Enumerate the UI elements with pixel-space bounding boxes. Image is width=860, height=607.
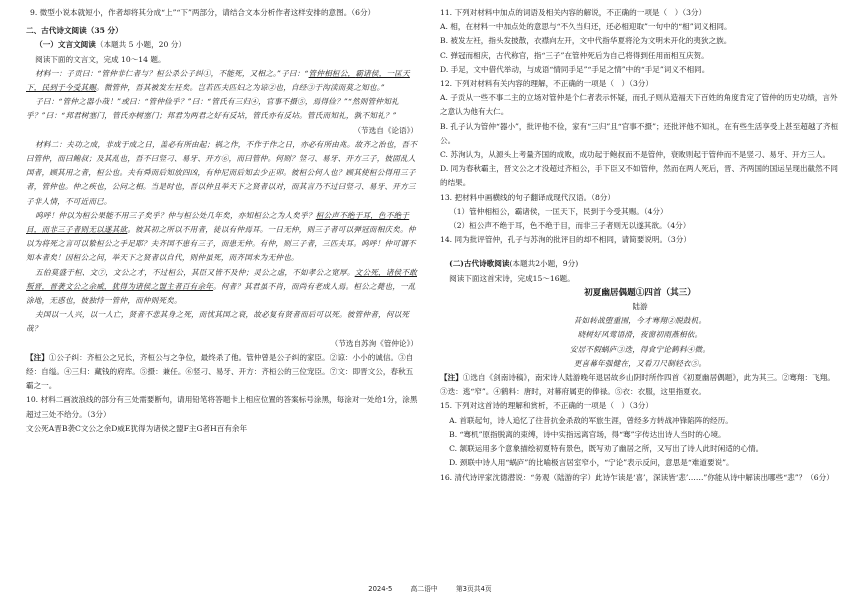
left-column: [26, 6, 418, 436]
source-guanzhonglun: （节选自苏洵《管仲论》）: [330, 338, 418, 348]
poem-title: 初夏幽居偶题①四首（其三）: [584, 287, 696, 298]
subsection-heading-prose: [26, 38, 418, 52]
material-two-paragraph-1: 材料二：夫功之成，非成于成之日，盖必有所由起；祸之作，不作于作之日，亦必有所由兆。故齐之治也，吾不曰管仲，而曰鲍叔；及其乱也，吾不曰竖刁、易牙、开方⑥，而曰管仲。何则？竖刁、易牙、开方三子，彼固乱人国者，顾其用之者，桓公也。夫有舜而后知放四凶，有仲尼而后知去少正卯。彼桓公何人也？顾其使桓公得用三子者，管仲也。仲之疾也，公问之相。当是时也，吾以仲且举天下之贤者以对，而其言乃不过曰竖刁、易牙、开方三子非人情，不可近而已。: [26, 139, 417, 206]
material-one-paragraph-2: 子曰：“管仲之器小哉！”或曰：“管仲俭乎？”曰：“管氏有三归④，官事不摄⑤，焉得俭？”“然则管仲知礼乎？”曰：“邦君树塞门，管氏亦树塞门；邦君为两君之好有反坫，管氏亦有反坫。管氏而知礼，孰不知礼？”: [26, 97, 399, 121]
poem-line: 晓树好风莺语滑，夜窗初雨燕相依。: [577, 330, 703, 340]
poem-line: 更喜幕年强健在，又看刀尺制轻衣⑤。: [573, 358, 707, 368]
subsection-heading-poetry: (二)古代诗歌阅读(本题共2小题，9分): [449, 259, 579, 269]
poem-author: 陆游: [632, 302, 648, 312]
underlined-sentence-1: 管仲相桓公，: [308, 68, 356, 78]
question-13-part-2: （2）桓公声不绝于耳，色不绝于目，而非三子者则无以遂其欲。（4分）: [449, 221, 691, 231]
subsection-label: （一）文言文阅读: [35, 40, 96, 50]
question-11: 11. 下列对材料中加点的词语及相关内容的解说，不正确的一项是（ ）（3分）: [440, 8, 707, 17]
footer-grade: 高二语中: [410, 585, 438, 593]
source-lunyu: （节选自《论语》）: [353, 125, 418, 135]
question-15-option-b: B. “骞机”原指脱离的束缚，诗中实指远离官场，得“骞”字传达出诗人当时的心境。: [449, 429, 726, 439]
question-15: 15. 下列对这首诗的理解和赏析，不正确的一项是（ ）（3分）: [440, 401, 653, 411]
question-11-option-b: B. 被发左衽，指头发披散，衣襟向左开，文中代指华夏将沦为文明未开化的夷狄之族。: [440, 36, 732, 46]
page-footer: [0, 583, 860, 593]
question-12-option-c: C. 苏洵认为，从源头上考量齐国的成败，成功起于鲍叔而不是管仲，衰败则起于管仲而不是竖刁、易牙、开方三人。: [440, 150, 831, 160]
material-two-paragraph-4: 夫国以一人兴，以一人亡，贤者不悲其身之死，而忧其国之衰，故必复有贤者而后可以死。彼管仲者，何以死哉？: [26, 310, 410, 334]
question-12-option-d: D. 同为春秋霸主，晋文公之才没超过齐桓公，手下臣又不如管仲，然而在两人死后，晋、齐两国的国运呈现出截然不同的结果。: [440, 164, 838, 188]
question-11-option-a: A. 相，在材料一中加点处的意思与“不久当归还，还必相迎取”一句中的“相”词义相同。: [440, 22, 732, 32]
question-11-option-c: C. 弹冠而相庆，古代称官，指“三子”在管仲死后为自己将得到任用而相互庆贺。: [440, 50, 709, 60]
question-15-option-c: C. 颔联运用多个意象描绘初夏特有景色，既写劝了幽居之所，又写出了诗人此时闲适的心情。: [449, 444, 764, 454]
question-12: 12. 下列对材料有关内容的理解，不正确的一项是（ ）（3分）: [440, 79, 653, 89]
question-10-text: 文公死A晋B袭C文公之余D威E犹得为诸侯之盟F主G者H百有余年: [26, 423, 248, 433]
poem-line: 昔如转战堕重围，今才骞翔②脱鼓机。: [573, 316, 707, 326]
section-heading-classical: 二、古代诗文阅读（35 分）: [26, 26, 123, 36]
subsection-note: （本题共 5 小题，20 分）: [95, 40, 186, 50]
material-two-paragraph-3: 五伯莫盛于桓、文⑦，文公之才，不过桓公，其臣又皆不及仲；灵公之虐，不如孝公之宽厚。文公死，诸侯不敢叛晋，晋袭文公之余威，犹得为诸侯之盟主者百有余年。何者？其君虽不肖，而尚有老成人焉。桓公之薨也，一乱涂地，无惑也，彼独恃一管仲，而仲则死矣。: [26, 267, 418, 306]
question-14: 14. 同为批评管仲，孔子与苏洵的批评目的却不相同，请简要说明。（3分）: [440, 235, 691, 245]
question-12-option-a: A. 子贡从一些不事二主的立场对管仲是个仁者表示怀疑，而孔子则从造福天下百姓的角度肯定了管仲的历史功绩，言外之意认为他有大仁。: [440, 93, 838, 117]
annotation-note: 【注】①公子纠：齐桓公之兄长，齐桓公与之争位，最终杀了他。管仲曾是公子纠的家臣。②谅：小小的诚信。③自经：自缢。④三归：藏钱的府库。⑤摄：兼任。⑥竖刁、易牙、开方：齐桓公的三位宠臣。⑦文：即晋文公，春秋五霸之一。: [26, 352, 414, 391]
question-15-option-a: A. 首联起句，诗人追忆了往昔抗金杀敌的军旅生涯，曾经多方转战冲锋陷阵的经历。: [449, 415, 733, 425]
wavy-sentence: 文公死，诸侯不敢叛晋，晋袭文公之余威，犹得为诸侯之盟主者百有余年: [26, 267, 418, 291]
underlined-sentence-1-cont: 霸诸侯，一匡天下，民到于今受其赐: [26, 68, 410, 93]
question-13: 13. 把材料中画横线的句子翻译成现代汉语。（8分）: [440, 192, 615, 202]
question-9: 9. 微型小说本就短小，作者却将其分成“上”“下”两部分，请结合文本分析作者这样安排的意图。（6分）: [30, 8, 376, 17]
footer-date: 2024-5: [368, 585, 393, 593]
underlined-sentence-2: 桓公声不绝于耳，色不绝于目，而非三子者则无以遂其欲: [26, 210, 410, 235]
question-11-option-d: D. 手足，文中借代举动，与成语“情同手足”“手足之情”中的“手足”词义不相同。: [440, 64, 710, 74]
right-column: [440, 6, 840, 485]
poem-annotation: 【注】①选自《剑南诗稿》，南宋诗人陆游晚年退居故乡山阴时所作四首《初夏幽居偶题》，此为其三。②骞翔：飞翔。③迭：逃“窄”。④鹤料：唐时，对幕府属吏的俸禄。⑤衣：衣服，这里指夏衣。: [440, 373, 835, 397]
material-one-paragraph-1: 材料一：子贡曰：“管仲非仁者与？桓公杀公子纠①，不能死，又相之。”子曰：“管仲相桓公，霸诸侯，一匡天下，民到于今受其赐。微管仲，吾其被发左衽矣。岂若匹夫匹妇之为谅②也，自经③于沟渎而莫之知也。”: [26, 68, 410, 93]
question-13-part-1: （1）管仲相桓公，霸诸侯，一匡天下，民到于今受其赐。（4分）: [449, 206, 668, 216]
question-12-option-b: B. 孔子认为管仲“器小”，批评他不俭，家有“三归”且“官事不摄”；还批评他不知礼，在有些生活享受上甚至超越了齐桓公。: [440, 121, 839, 145]
material-two-paragraph-2: 呜呼！仲以为桓公果能不用三子矣乎？仲与桓公处几年矣，亦知桓公之为人矣乎？桓公声不绝于耳，色不绝于目，而非三子者则无以遂其欲。彼其初之所以不用者，徒以有仲焉耳。一日无仲，则三子者可以弹冠而相庆矣。仲以为将死之言可以絷桓公之手足耶？夫齐国不患有三子，而患无仲。有仲，则三子者，三匹夫耳。呜呼！仲可谓不知本者矣！因桓公之问，举天下之贤者以自代，则仲虽死，而齐国未为无仲也。: [26, 210, 416, 263]
question-10: 10. 材料二画波浪线的部分有三处需要断句，请用铅笔将答题卡上相应位置的答案标号涂黑，每涂对一处给1分，涂黑超过三处不给分。（3分）: [26, 395, 418, 419]
footer-page-number: 第3页共4页: [455, 585, 492, 593]
poetry-instruction: 阅读下面这首宋诗，完成15～16题。: [449, 273, 575, 283]
question-15-option-d: D. 颈联中诗人用“蜗庐”的比喻极言居室窄小，“宁论”表示反问，意思是“难道要说”。: [449, 458, 734, 468]
reading-instruction: 阅读下面的文言文，完成 10～14 题。: [35, 54, 166, 64]
question-16: 16. 清代诗评家沈德潜说：“务观（陆游的字）此诗乍读是‘喜’，深读皆‘悲’……”你能从诗中解读出哪些“悲”？（6分）: [440, 472, 834, 482]
poem-line: 安居不假蜗庐③迭，得食宁论鹤料④微。: [569, 344, 711, 354]
